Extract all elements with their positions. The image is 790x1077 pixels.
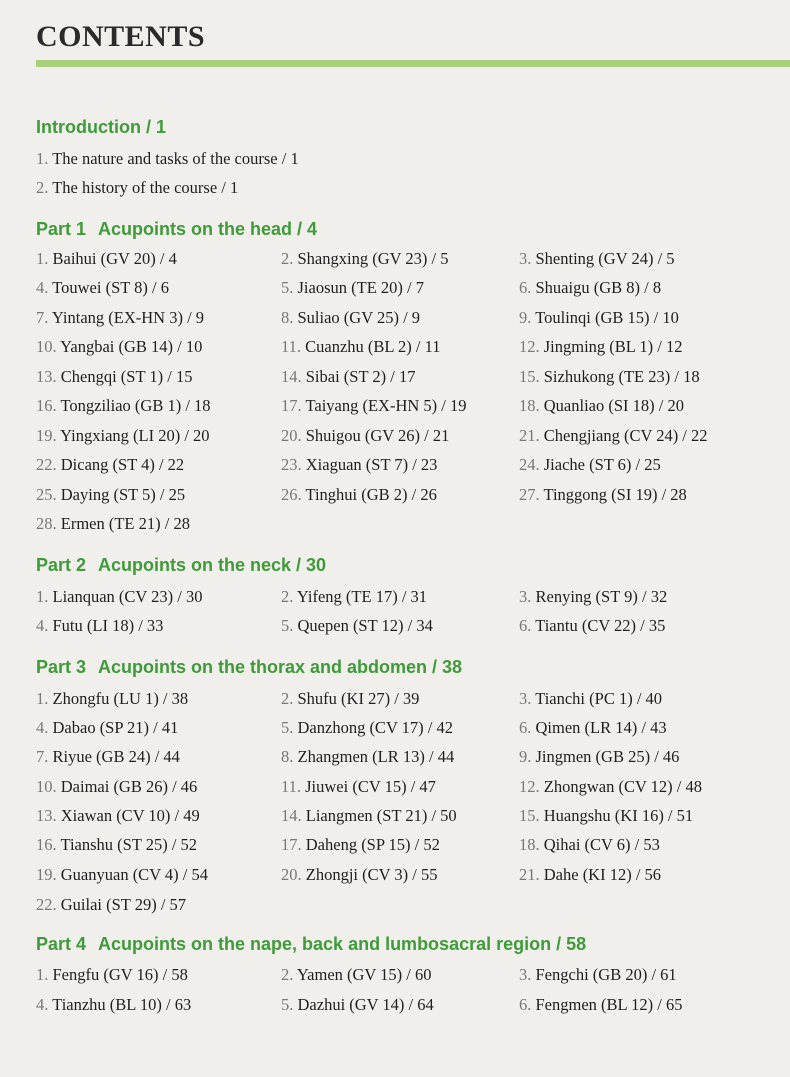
toc-entry [36, 774, 197, 800]
item-text: Baihui (GV 20) / 4 [52, 249, 177, 268]
item-number: 10. [36, 777, 57, 796]
item-number: 4. [36, 616, 49, 635]
item-number: 22. [36, 455, 57, 474]
toc-entry [36, 892, 186, 918]
item-number: 2. [281, 965, 294, 984]
part-label: Part 3 [36, 657, 87, 677]
item-number: 24. [519, 455, 540, 474]
toc-entry [281, 715, 453, 741]
item-text: Fengchi (GB 20) / 61 [535, 965, 677, 984]
toc-row [36, 744, 776, 770]
item-text: Chengjiang (CV 24) / 22 [543, 426, 708, 445]
toc-entry [36, 393, 211, 419]
item-number: 16. [36, 835, 57, 854]
item-text: Daimai (GB 26) / 46 [60, 777, 198, 796]
item-text: Zhangmen (LR 13) / 44 [297, 747, 455, 766]
toc-row [36, 992, 776, 1018]
toc-entry [36, 584, 203, 610]
item-number: 19. [36, 426, 57, 445]
item-text: Tongziliao (GB 1) / 18 [60, 396, 211, 415]
item-number: 18. [519, 396, 540, 415]
item-number: 8. [281, 747, 294, 766]
item-number: 5. [281, 278, 294, 297]
item-text: Jiuwei (CV 15) / 47 [305, 777, 436, 796]
item-number: 5. [281, 616, 294, 635]
toc-entry [36, 686, 188, 712]
item-text: Xiawan (CV 10) / 49 [60, 806, 200, 825]
item-text: Xiaguan (ST 7) / 23 [305, 455, 438, 474]
toc-row [36, 511, 776, 537]
item-number: 4. [36, 278, 49, 297]
item-number: 3. [519, 689, 532, 708]
part-heading [36, 555, 326, 576]
toc-entry [36, 334, 202, 360]
toc-entry [519, 584, 667, 610]
item-text: Suliao (GV 25) / 9 [297, 308, 421, 327]
item-number: 25. [36, 485, 57, 504]
item-number: 20. [281, 426, 302, 445]
toc-entry [281, 774, 436, 800]
item-number: 27. [519, 485, 540, 504]
item-text: Cuanzhu (BL 2) / 11 [305, 337, 441, 356]
toc-entry [36, 246, 177, 272]
item-number: 12. [519, 337, 540, 356]
item-number: 11. [281, 337, 302, 356]
item-number: 6. [519, 278, 532, 297]
item-number: 5. [281, 995, 294, 1014]
item-text: Shuaigu (GB 8) / 8 [535, 278, 662, 297]
item-text: Dicang (ST 4) / 22 [60, 455, 185, 474]
toc-entry [519, 744, 679, 770]
toc-entry [281, 832, 440, 858]
toc-entry [519, 305, 679, 331]
item-text: Jingming (BL 1) / 12 [543, 337, 683, 356]
toc-row [36, 334, 776, 360]
part-heading [36, 219, 317, 240]
item-text: Dahe (KI 12) / 56 [543, 865, 662, 884]
item-text: Zhongji (CV 3) / 55 [305, 865, 438, 884]
item-number: 14. [281, 806, 302, 825]
toc-row [36, 774, 776, 800]
toc-entry [519, 452, 661, 478]
toc-entry [519, 715, 667, 741]
toc-entry [281, 584, 427, 610]
item-text: Huangshu (KI 16) / 51 [543, 806, 694, 825]
item-text: Fengmen (BL 12) / 65 [535, 995, 683, 1014]
item-number: 15. [519, 806, 540, 825]
toc-entry [281, 364, 415, 390]
toc-entry [519, 423, 708, 449]
toc-entry [36, 862, 208, 888]
toc-entry [36, 452, 184, 478]
item-number: 12. [519, 777, 540, 796]
item-text: Daying (ST 5) / 25 [60, 485, 186, 504]
toc-row [36, 393, 776, 419]
item-text: Qihai (CV 6) / 53 [543, 835, 660, 854]
toc-entry [36, 511, 190, 537]
item-text: Daheng (SP 15) / 52 [305, 835, 440, 854]
item-number: 20. [281, 865, 302, 884]
toc-row [36, 305, 776, 331]
toc-entry [281, 962, 432, 988]
toc-row [36, 613, 776, 639]
part-title: Acupoints on the head / 4 [98, 219, 318, 239]
item-text: Tinghui (GB 2) / 26 [305, 485, 437, 504]
item-number: 11. [281, 777, 302, 796]
toc-row [36, 862, 776, 888]
item-number: 3. [519, 965, 532, 984]
item-number: 3. [519, 587, 532, 606]
item-text: Zhongwan (CV 12) / 48 [543, 777, 703, 796]
item-text: Jiache (ST 6) / 25 [543, 455, 661, 474]
item-text: Shangxing (GV 23) / 5 [297, 249, 449, 268]
toc-entry [281, 423, 449, 449]
item-text: Chengqi (ST 1) / 15 [60, 367, 193, 386]
item-text: Guanyuan (CV 4) / 54 [60, 865, 209, 884]
toc-row [36, 584, 776, 610]
toc-row [36, 962, 776, 988]
item-text: Toulinqi (GB 15) / 10 [535, 308, 679, 327]
item-number: 4. [36, 995, 49, 1014]
item-number: 3. [519, 249, 532, 268]
item-text: Shenting (GV 24) / 5 [535, 249, 675, 268]
item-text: Tianzhu (BL 10) / 63 [52, 995, 192, 1014]
item-text: Yingxiang (LI 20) / 20 [60, 426, 210, 445]
item-number: 2. [281, 689, 294, 708]
item-number: 21. [519, 426, 540, 445]
item-text: Quepen (ST 12) / 34 [297, 616, 433, 635]
toc-entry [36, 962, 188, 988]
item-number: 10. [36, 337, 57, 356]
toc-row [36, 832, 776, 858]
item-number: 9. [519, 308, 532, 327]
item-number: 21. [519, 865, 540, 884]
item-text: Riyue (GB 24) / 44 [52, 747, 180, 766]
toc-entry [281, 452, 437, 478]
toc-entry [519, 275, 661, 301]
toc-row [36, 452, 776, 478]
item-text: Yintang (EX-HN 3) / 9 [51, 308, 205, 327]
toc-entry [281, 862, 437, 888]
toc-entry [519, 334, 682, 360]
item-text: Lianquan (CV 23) / 30 [52, 587, 203, 606]
part-label: Part 2 [36, 555, 87, 575]
toc-entry [281, 334, 440, 360]
item-number: 2. [36, 178, 49, 197]
item-text: Sibai (ST 2) / 17 [305, 367, 416, 386]
toc-entry [36, 715, 178, 741]
toc-row [36, 803, 776, 829]
toc-row [36, 246, 776, 272]
toc-entry [519, 393, 684, 419]
toc-entry [519, 246, 675, 272]
item-text: Dabao (SP 21) / 41 [52, 718, 179, 737]
item-number: 6. [519, 718, 532, 737]
toc-entry [36, 482, 185, 508]
item-number: 14. [281, 367, 302, 386]
part-title: Acupoints on the nape, back and lumbosacral region / 58 [98, 934, 587, 954]
toc-entry [281, 992, 434, 1018]
item-number: 2. [281, 587, 294, 606]
item-text: Tinggong (SI 19) / 28 [543, 485, 687, 504]
item-text: Fengfu (GV 16) / 58 [52, 965, 188, 984]
item-text: Yifeng (TE 17) / 31 [296, 587, 428, 606]
item-text: Futu (LI 18) / 33 [52, 616, 164, 635]
part-label: Part 1 [36, 219, 87, 239]
item-number: 8. [281, 308, 294, 327]
item-text: Tiantu (CV 22) / 35 [535, 616, 666, 635]
item-number: 6. [519, 616, 532, 635]
item-number: 1. [36, 249, 49, 268]
item-text: Ermen (TE 21) / 28 [60, 514, 190, 533]
item-text: Qimen (LR 14) / 43 [535, 718, 667, 737]
item-text: Zhongfu (LU 1) / 38 [52, 689, 189, 708]
item-text: Quanliao (SI 18) / 20 [543, 396, 684, 415]
item-number: 15. [519, 367, 540, 386]
intro-item [36, 146, 299, 172]
item-number: 1. [36, 965, 49, 984]
item-number: 1. [36, 149, 49, 168]
bleed-through-text [0, 0, 790, 110]
toc-entry [36, 364, 192, 390]
toc-entry [36, 275, 169, 301]
toc-entry [36, 423, 210, 449]
item-text: Tianchi (PC 1) / 40 [535, 689, 663, 708]
toc-entry [519, 862, 661, 888]
toc-row [36, 423, 776, 449]
part-heading [36, 934, 586, 955]
item-text: Shufu (KI 27) / 39 [297, 689, 420, 708]
item-number: 5. [281, 718, 294, 737]
part-title: Acupoints on the thorax and abdomen / 38 [98, 657, 463, 677]
toc-entry [281, 482, 437, 508]
item-number: 4. [36, 718, 49, 737]
item-text: Taiyang (EX-HN 5) / 19 [305, 396, 467, 415]
item-text: Jiaosun (TE 20) / 7 [297, 278, 424, 297]
item-number: 16. [36, 396, 57, 415]
toc-row [36, 892, 776, 918]
item-text: Dazhui (GV 14) / 64 [297, 995, 434, 1014]
intro-item [36, 175, 238, 201]
item-number: 17. [281, 835, 302, 854]
toc-row [36, 482, 776, 508]
item-number: 9. [519, 747, 532, 766]
toc-entry [519, 482, 687, 508]
toc-entry [281, 803, 457, 829]
part-label: Part 4 [36, 934, 87, 954]
item-number: 1. [36, 587, 49, 606]
toc-row [36, 715, 776, 741]
toc-row [36, 686, 776, 712]
toc-entry [519, 992, 682, 1018]
introduction-heading: Introduction / 1 [36, 117, 166, 137]
toc-entry [36, 803, 200, 829]
toc-row [36, 275, 776, 301]
item-number: 22. [36, 895, 57, 914]
item-number: 23. [281, 455, 302, 474]
toc-entry [36, 832, 197, 858]
toc-entry [281, 613, 433, 639]
item-text: Yangbai (GB 14) / 10 [60, 337, 203, 356]
part-title: Acupoints on the neck / 30 [98, 555, 327, 575]
item-number: 1. [36, 689, 49, 708]
item-text: Danzhong (CV 17) / 42 [297, 718, 454, 737]
item-number: 18. [519, 835, 540, 854]
item-text: Yamen (GV 15) / 60 [296, 965, 432, 984]
item-number: 17. [281, 396, 302, 415]
toc-entry [519, 962, 677, 988]
item-text: Tianshu (ST 25) / 52 [60, 835, 198, 854]
toc-entry [519, 774, 702, 800]
toc-entry [281, 305, 420, 331]
item-text: Jingmen (GB 25) / 46 [535, 747, 680, 766]
toc-entry [519, 803, 693, 829]
toc-entry [281, 744, 454, 770]
item-text: The nature and tasks of the course / 1 [52, 149, 299, 168]
toc-entry [519, 832, 660, 858]
item-number: 7. [36, 308, 49, 327]
item-number: 13. [36, 806, 57, 825]
item-text: Liangmen (ST 21) / 50 [305, 806, 457, 825]
item-number: 28. [36, 514, 57, 533]
item-number: 2. [281, 249, 294, 268]
item-text: Touwei (ST 8) / 6 [52, 278, 169, 297]
title-rule [36, 60, 790, 67]
toc-entry [36, 305, 204, 331]
toc-row [36, 364, 776, 390]
toc-entry [281, 686, 419, 712]
toc-entry [36, 992, 191, 1018]
toc-entry [281, 275, 424, 301]
item-text: Renying (ST 9) / 32 [535, 587, 668, 606]
item-text: Shuigou (GV 26) / 21 [305, 426, 450, 445]
toc-entry [281, 393, 467, 419]
page-title: CONTENTS [36, 20, 206, 53]
toc-entry [519, 364, 700, 390]
toc-entry [36, 613, 163, 639]
item-text: The history of the course / 1 [52, 178, 239, 197]
toc-entry [519, 613, 665, 639]
item-number: 19. [36, 865, 57, 884]
toc-entry [281, 246, 448, 272]
item-number: 26. [281, 485, 302, 504]
item-text: Guilai (ST 29) / 57 [60, 895, 187, 914]
item-number: 7. [36, 747, 49, 766]
item-number: 13. [36, 367, 57, 386]
toc-entry [519, 686, 662, 712]
item-number: 6. [519, 995, 532, 1014]
part-heading [36, 657, 462, 678]
toc-entry [36, 744, 180, 770]
item-text: Sizhukong (TE 23) / 18 [543, 367, 700, 386]
